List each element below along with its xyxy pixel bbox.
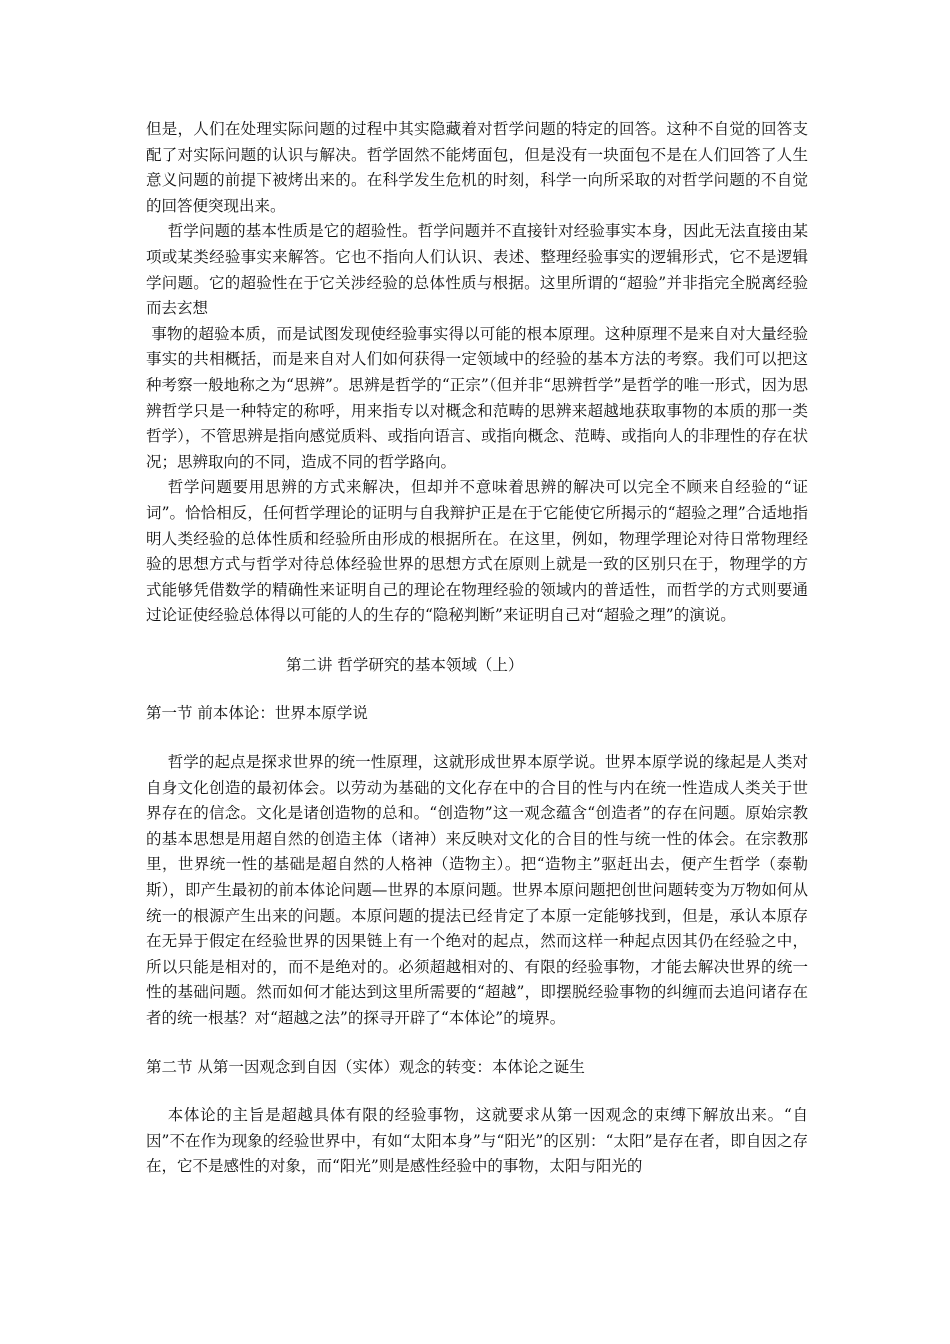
section-title-1: 第一节 前本体论：世界本原学说 — [146, 704, 368, 723]
paragraph-practical-questions: 但是，人们在处理实际问题的过程中其实隐藏着对哲学问题的特定的回答。这种不自觉的回答支配了对实际问题的认识与解决。哲学固然不能烤面包，但是没有一块面包不是在人们回答了人生意义问题的前提下被烤出来的。在科学发生危机的时刻，科学一向所采取的对哲学问题的不自觉的回答便突现出来。 — [146, 120, 808, 215]
paragraph-world-origin: 哲学的起点是探求世界的统一性原理，这就形成世界本原学说。世界本原学说的缘起是人类对自身文化创造的最初体会。以劳动为基础的文化存在中的合目的性与内在统一性造成人类关于世界存在的信念。文化是诸创造物的总和。“创造物”这一观念蕴含“创造者”的存在问题。原始宗教的基本思想是用超自然的创造主体（诸神）来反映对文化的合目的性与统一性的体会。在宗教那里，世界统一性的基础是超自然的人格神（造物主）。把“造物主”驱赶出去，便产生哲学（泰勒斯），即产生最初的前本体论问题—世界的本原问题。世界本原问题把创世问题转变为万物如何从统一的根源产生出来的问题。本原问题的提法已经肯定了本原一定能够找到，但是，承认本原存在无异于假定在经验世界的因果链上有一个绝对的起点，然而这样一种起点因其仍在经验之中，所以只能是相对的，而不是绝对的。必须超越相对的、有限的经验事物，才能去解决世界的统一性的基础问题。然而如何才能达到这里所需要的“超越”，即摆脱经验事物的纠缠而去追问诸存在者的统一根基？对“超越之法”的探寻开辟了“本体论”的境界。 — [146, 753, 808, 1027]
paragraph-ontology: 本体论的主旨是超越具体有限的经验事物，这就要求从第一因观念的束缚下解放出来。“自因”不在作为现象的经验世界中，有如“太阳本身”与“阳光”的区别：“太阳”是存在者，即自因之存在，它不是感性的对象，而“阳光”则是感性经验中的事物，太阳与阳光的 — [146, 1106, 808, 1176]
lecture-title: 第二讲 哲学研究的基本领域（上） — [286, 655, 524, 674]
section-title-2: 第二节 从第一因观念到自因（实体）观念的转变：本体论之诞生 — [146, 1057, 585, 1076]
paragraph-transcendence: 哲学问题的基本性质是它的超验性。哲学问题并不直接针对经验事实本身，因此无法直接由某项或某类经验事实来解答。它也不指向人们认识、表述、整理经验事实的逻辑形式，它不是逻辑学问题。它的超验性在于它关涉经验的总体性质与根据。这里所谓的“超验”并非指完全脱离经验而去玄想 — [146, 222, 808, 318]
paragraph-testimony: 哲学问题要用思辨的方式来解决，但却并不意味着思辨的解决可以完全不顾来自经验的“证词”。恰恰相反，任何哲学理论的证明与自我辩护正是在于它能使它所揭示的“超验之理”合适地指明人类经验的总体性质和经验所由形成的根据所在。在这里，例如，物理学理论对待日常物理经验的思想方式与哲学对待总体经验世界的思想方式在原则上就是一致的区别只在于，物理学的方式能够凭借数学的精确性来证明自己的理论在物理经验的领域内的普适性，而哲学的方式则要通过论证使经验总体得以可能的人的生存的“隐秘判断”来证明自己对“超验之理”的演说。 — [146, 478, 808, 625]
document-page — [146, 117, 808, 1180]
paragraph-speculation: 事物的超验本质，而是试图发现使经验事实得以可能的根本原理。这种原理不是来自对大量经验事实的共相概括，而是来自对人们如何获得一定领域中的经验的基本方法的考察。我们可以把这种考察一般地称之为“思辨”。思辨是哲学的“正宗”（但并非“思辨哲学”是哲学的唯一形式，因为思辨哲学只是一种特定的称呼，用来指专以对概念和范畴的思辨来超越地获取事物的本质的那一类哲学），不管思辨是指向感觉质料、或指向语言、或指向概念、范畴、或指向人的非理性的存在状况；思辨取向的不同，造成不同的哲学路向。 — [146, 324, 808, 471]
